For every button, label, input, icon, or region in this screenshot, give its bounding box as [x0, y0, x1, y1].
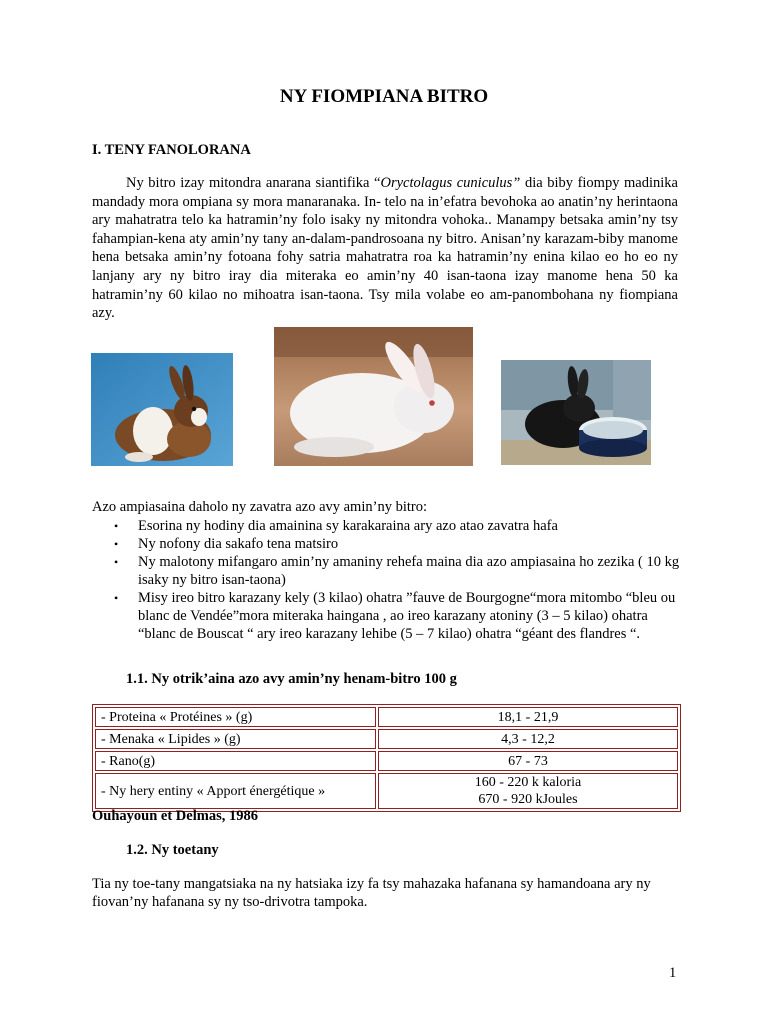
table-row: [95, 773, 678, 809]
table-cell-value: 18,1 - 21,9: [378, 707, 678, 727]
uses-list: [92, 517, 682, 643]
brown-white-rabbit-photo: [91, 353, 233, 466]
value-line: 160 - 220 k kaloria: [474, 775, 582, 790]
nutrition-table: [92, 704, 681, 812]
table-row: [95, 707, 678, 727]
table-cell-label: - Rano(g): [95, 751, 376, 771]
table-cell-label: - Menaka « Lipides » (g): [95, 729, 376, 749]
section-heading: I. TENY FANOLORANA: [92, 142, 251, 158]
table-source: Ouhayoun et Delmas, 1986: [92, 808, 258, 824]
list-item: [92, 589, 682, 643]
black-rabbit-photo: [501, 360, 651, 465]
subsection-heading: 1.2. Ny toetany: [126, 842, 219, 858]
table-row: [95, 729, 678, 749]
para-text-start: Ny bitro izay mitondra anarana siantifika “: [126, 175, 381, 191]
bullet-icon: •: [114, 591, 119, 605]
table-cell-value: 67 - 73: [378, 751, 678, 771]
scientific-name: Oryctolagus cuniculus”: [380, 175, 521, 191]
table-cell-value: 4,3 - 12,2: [378, 729, 678, 749]
white-rabbit-photo: [274, 327, 473, 466]
list-item: [92, 517, 682, 535]
document-title: NY FIOMPIANA BITRO: [279, 86, 489, 107]
list-item-text: Ny nofony dia sakafo tena matsiro: [138, 536, 339, 552]
subsection-heading: 1.1. Ny otrik’aina azo avy amin’ny henam-bitro 100 g: [126, 671, 457, 687]
table-row: [95, 751, 678, 771]
value-line: 670 - 920 kJoules: [478, 792, 578, 807]
list-item-text: Esorina ny hodiny dia amainina sy karakaraina ary azo atao zavatra hafa: [138, 518, 558, 534]
page-number: 1: [669, 965, 677, 981]
para-text-rest: dia biby fiompy madinika mandady mora ompiana sy mora manaranaka. In- telo na in’efatra bevohoka ao anatin’ny herintaona ary mahatratra telo ka hatramin’ny folo isaky ny mitondra vohoka.. Manampy betsaka amin’ny tsy fahampian-kena aty amin’ny tany an-dalam-pandrosoana ny bitro. Anisan’ny karazam-biby manome hena betsaka amin’ny fotoana fohy satria mahatratra roa ka hatramin’ny enina kilao eo ho eo ny lanjany ary ny bitro iray dia miteraka eo amin’ny 40 isan-taona izay manome hena 50 ka hatramin’ny 60 kilao no mihoatra isan-taona. Tsy mila volabe eo am-panombohana ny fiompiana azy.: [92, 175, 678, 322]
intro-paragraph: [92, 174, 678, 323]
list-item-text: Ny malotony mifangaro amin’ny amaniny rehefa maina dia azo ampiasaina ho zezika ( 10 kg isaky ny bitro isan-taona): [138, 554, 680, 588]
list-item-text: Misy ireo bitro karazany kely (3 kilao) ohatra ”fauve de Bourgogne“mora mitombo “bleu ou blanc de Vendée”mora miteraka haingana , ao ireo karazany atoniny (3 – 5 kilao) ohatra “blanc de Bouscat “ ary ireo karazany lehibe (5 – 7 kilao) ohatra “géant des flandres “.: [138, 590, 676, 642]
list-item: [92, 553, 682, 589]
climate-paragraph: Tia ny toe-tany mangatsiaka na ny hatsiaka izy fa tsy mahazaka hafanana sy hamandoana ary ny fiovan’ny hafanana sy ny tso-drivotra tampoka.: [92, 876, 651, 910]
list-item: [92, 535, 682, 553]
table-cell-label: - Ny hery entiny « Apport énergétique »: [95, 773, 376, 809]
table-cell-value: [378, 773, 678, 809]
table-cell-label: - Proteina « Protéines » (g): [95, 707, 376, 727]
bullet-icon: •: [114, 537, 119, 551]
uses-intro: Azo ampiasaina daholo ny zavatra azo avy amin’ny bitro:: [92, 499, 427, 515]
bullet-icon: •: [114, 519, 119, 533]
bullet-icon: •: [114, 555, 119, 569]
